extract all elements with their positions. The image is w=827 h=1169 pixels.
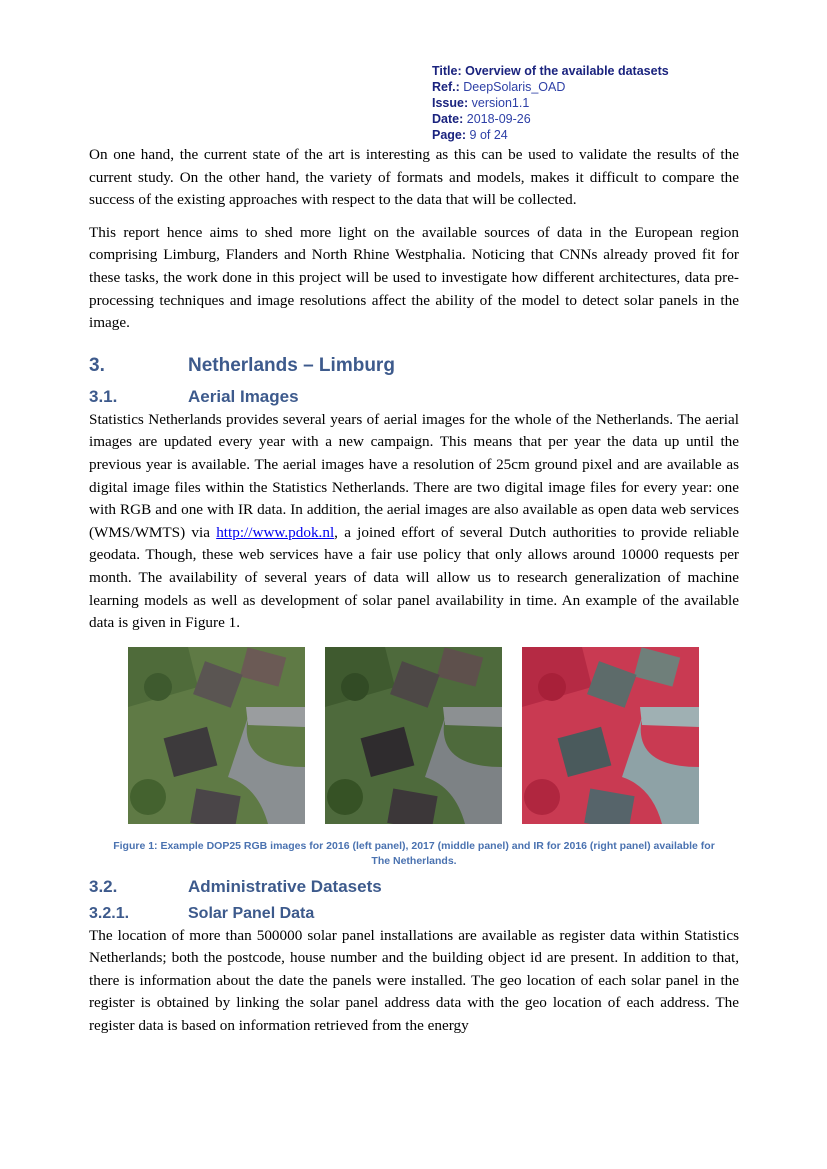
figure-caption-line-1: Figure 1: Example DOP25 RGB images for 2016 (left panel), 2017 (middle panel) and IR for 2016 (right panel) available for — [113, 839, 715, 852]
section-3-1-heading — [89, 387, 739, 407]
intro-paragraph-1: On one hand, the current state of the art is interesting as this can be used to validate the results of the current study. On the other hand, the variety of formats and models, makes it difficult to compare the success of the existing approaches with respect to the data that will be collected. — [89, 146, 739, 209]
header-issue-value: version1.1 — [471, 96, 530, 110]
aerial-image-ir-2016 — [522, 647, 699, 824]
header-date-label: Date: — [432, 112, 464, 126]
section-3-heading — [89, 355, 739, 377]
aerial-text-after-link: , a joined effort of several Dutch authorities to provide reliable geodata. Though, these web services have a fair use policy that only allows around 10000 requests per month. The availability of several years of data will allow us to research generalization of machine learning models as well as development of solar panel availability in time. An example of the available data is given in Figure 1. — [89, 523, 739, 632]
header-date-value: 2018-09-26 — [466, 112, 531, 126]
section-3-2-number: 3.2. — [89, 876, 118, 896]
header-title-value: Overview of the available datasets — [465, 64, 669, 78]
header-ref-value: DeepSolaris_OAD — [463, 80, 566, 94]
section-3-2-heading — [89, 877, 739, 897]
header-ref-row — [432, 79, 762, 95]
intro-paragraph-2: This report hence aims to shed more light on the available sources of data in the European region comprising Limburg, Flanders and North Rhine Westphalia. Noticing that CNNs already proved fit for these tasks, the work done in this project will be used to investigate how different architectures, data pre-processing techniques and image resolutions affect the ability of the model to detect solar panels in the image. — [89, 223, 739, 332]
page-content — [89, 144, 739, 1048]
header-title-row — [432, 63, 762, 79]
header-date-row — [432, 111, 762, 127]
section-3-1-number: 3.1. — [89, 386, 118, 406]
document-header — [432, 63, 762, 143]
header-issue-row — [432, 95, 762, 111]
section-3-title: Netherlands – Limburg — [188, 354, 395, 376]
section-3-2-1-number: 3.2.1. — [89, 904, 130, 922]
header-issue-label: Issue: — [432, 96, 469, 110]
header-title-label: Title: — [432, 64, 462, 78]
aerial-images-paragraph — [89, 409, 739, 635]
figure-1-images — [89, 647, 739, 827]
header-page-label: Page: — [432, 128, 467, 142]
header-page-value: 9 of 24 — [469, 128, 508, 142]
section-3-number: 3. — [89, 354, 105, 376]
header-page-row — [432, 127, 762, 143]
header-ref-label: Ref.: — [432, 80, 460, 94]
aerial-image-rgb-2016 — [128, 647, 305, 824]
section-3-2-title: Administrative Datasets — [188, 876, 382, 896]
aerial-text-before-link: Statistics Netherlands provides several years of aerial images for the whole of the Netherlands. The aerial images are updated every year with a new campaign. This means that per year the data up until the previous year is available. The aerial images have a resolution of 25cm ground pixel and are available as digital image files within the Statistics Netherlands. There are two digital image files for every year: one with RGB and one with IR data. In addition, the aerial images are also available as open data web services (WMS/WMTS) via — [89, 410, 739, 541]
figure-caption-line-2: The Netherlands. — [371, 854, 457, 867]
aerial-image-rgb-2017 — [325, 647, 502, 824]
pdok-link[interactable]: http://www.pdok.nl — [216, 523, 335, 541]
solar-panel-data-paragraph: The location of more than 500000 solar panel installations are available as register data within Statistics Netherlands; both the postcode, house number and the building object id are present. In addition to that, there is information about the date the panels were installed. The geo location of each solar panel in the register is obtained by linking the solar panel address data with the geo location of each address. The register data is based on information retrieved from the energy — [89, 926, 739, 1035]
section-3-2-1-title: Solar Panel Data — [188, 904, 315, 922]
section-3-2-1-heading — [89, 905, 739, 923]
section-3-1-title: Aerial Images — [188, 386, 299, 406]
figure-1-caption — [89, 839, 739, 869]
